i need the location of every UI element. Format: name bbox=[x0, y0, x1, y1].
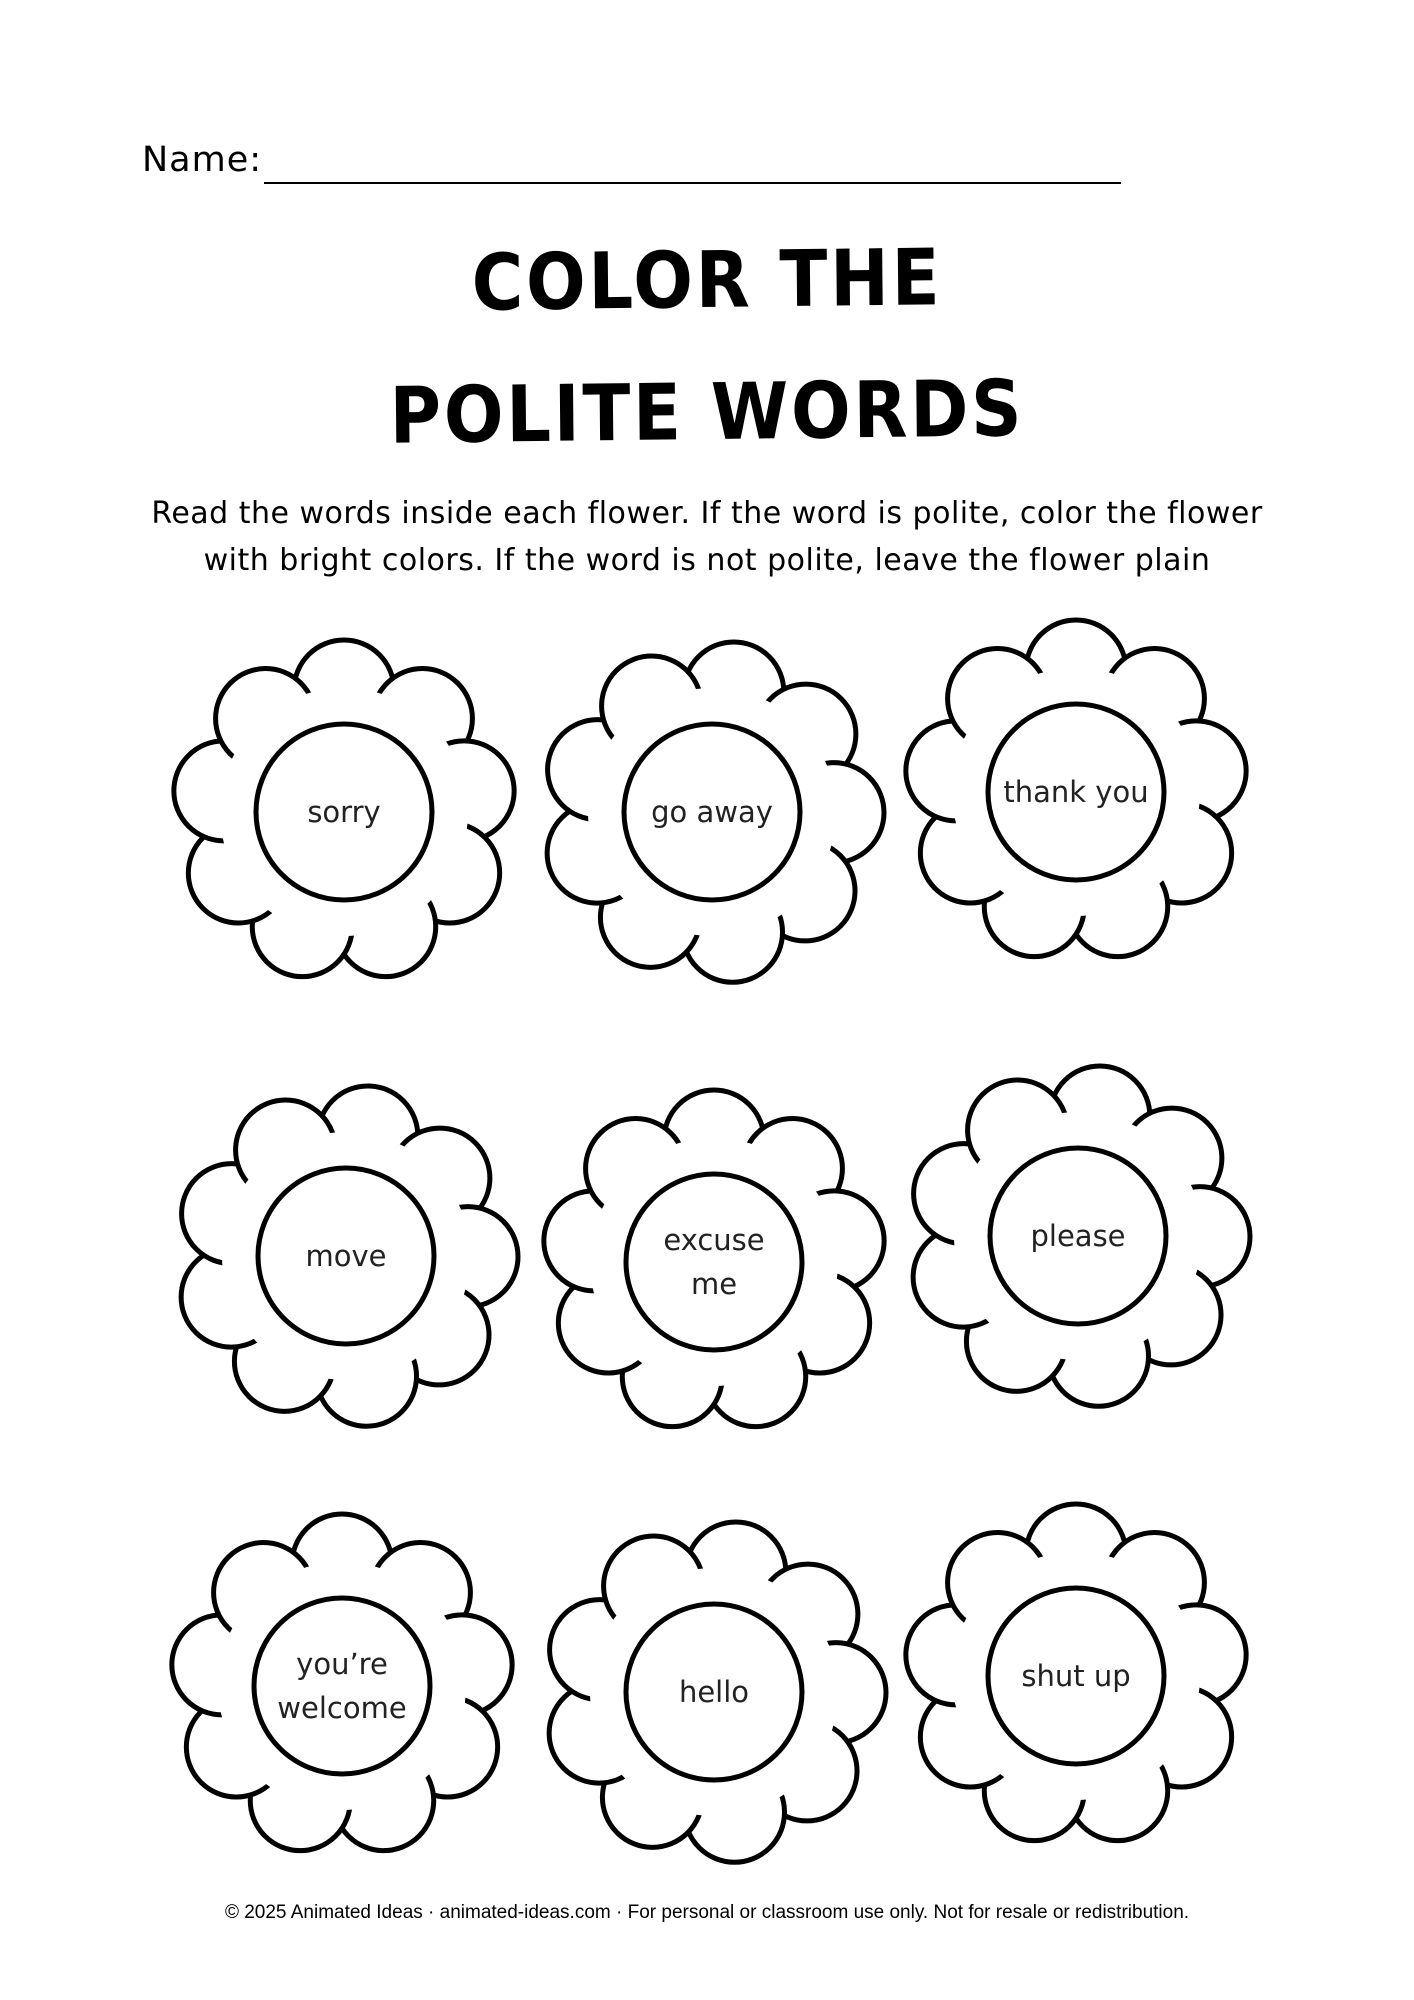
flower-5[interactable] bbox=[544, 1090, 884, 1427]
flower-word: hello bbox=[678, 1675, 750, 1709]
flower-word: welcome bbox=[277, 1691, 407, 1725]
name-label: Name: bbox=[142, 140, 263, 180]
flower-word: go away bbox=[651, 795, 773, 829]
flower-word: you’re bbox=[296, 1647, 388, 1681]
flower-8[interactable] bbox=[549, 1522, 886, 1862]
flower-9[interactable] bbox=[906, 1504, 1246, 1841]
title-line-2: POLITE WORDS bbox=[389, 364, 1025, 462]
flower-7[interactable] bbox=[172, 1514, 512, 1851]
flower-word: excuse bbox=[663, 1223, 765, 1257]
flower-word: sorry bbox=[307, 795, 381, 829]
flower-word: thank you bbox=[1003, 775, 1149, 809]
flower-1[interactable] bbox=[174, 640, 514, 977]
instructions-line-2: with bright colors. If the word is not polite, leave the flower plain bbox=[203, 543, 1211, 578]
flower-2[interactable] bbox=[547, 642, 884, 982]
flower-center bbox=[626, 1174, 802, 1350]
flower-word: shut up bbox=[1021, 1659, 1131, 1693]
instructions-line-1: Read the words inside each flower. If the word is polite, color the flower bbox=[151, 496, 1263, 531]
flower-4[interactable] bbox=[181, 1086, 518, 1426]
flower-6[interactable] bbox=[913, 1066, 1250, 1406]
flower-center bbox=[254, 1598, 430, 1774]
flower-word: me bbox=[690, 1267, 738, 1301]
flower-word: move bbox=[305, 1239, 387, 1273]
footer-copyright: © 2025 Animated Ideas · animated-ideas.com · For personal or classroom use only. Not for resale or redistribution. bbox=[224, 1902, 1190, 1923]
flower-3[interactable] bbox=[906, 620, 1246, 957]
flower-word: please bbox=[1030, 1219, 1126, 1253]
title-line-1: COLOR THE bbox=[471, 233, 943, 329]
